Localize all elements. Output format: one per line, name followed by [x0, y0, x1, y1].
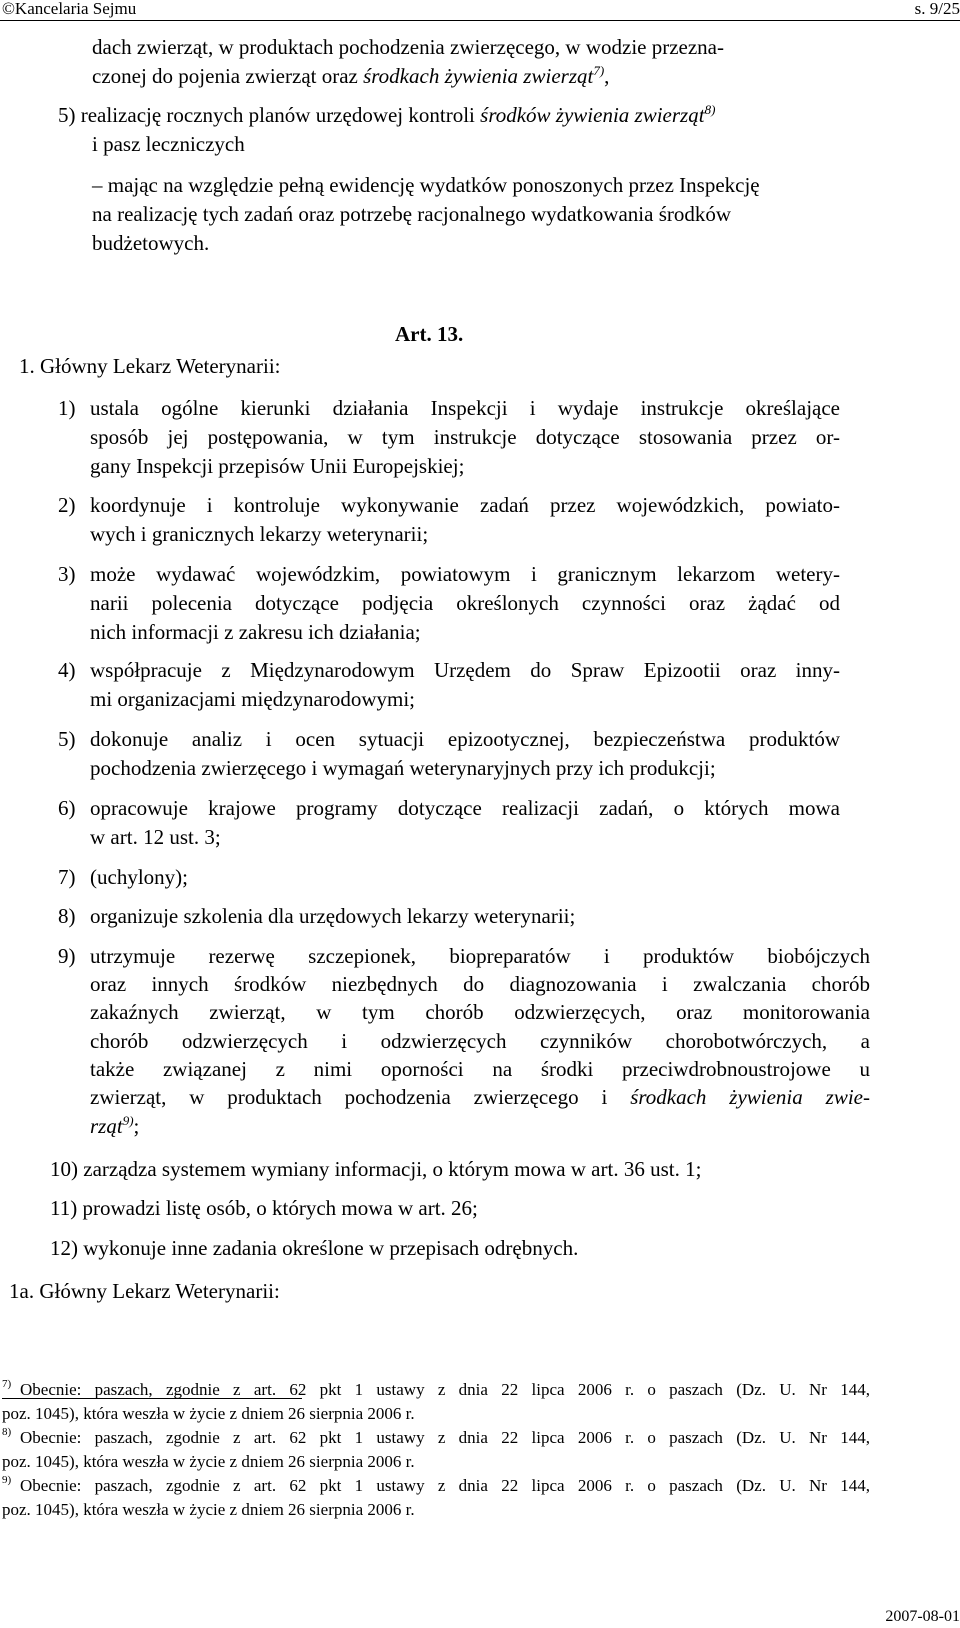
prev-item-5-cont: i pasz leczniczych — [92, 132, 245, 156]
item-number: 5) — [58, 727, 76, 751]
item-9-line: utrzymuje rezerwę szczepionek, biopreparatów i produktów biobójczych — [90, 944, 870, 968]
item-line: opracowuje krajowe programy dotyczące realizacji zadań, o których mowa — [90, 796, 840, 820]
item-number: 6) — [58, 796, 76, 820]
prev-item-5: 5) realizację rocznych planów urzędowej kontroli środków żywienia zwierząt$^{8)}$ — [58, 102, 716, 127]
item-line: może wydawać wojewódzkim, powiatowym i granicznym lekarzom wetery- — [90, 562, 840, 586]
footnote-text: Obecnie: paszach, zgodnie z art. 62 pkt 1 ustawy z dnia 22 lipca 2006 r. o paszach (Dz. U. Nr 144, poz. 1045), która weszła w życie z dniem 26 sierpnia 2006 r. — [2, 1380, 870, 1423]
item-9-line: zakaźnych zwierząt, w tym chorób odzwierzęcych, oraz monitorowania — [90, 1000, 870, 1025]
list-item — [50, 1154, 850, 1184]
item-line: dokonuje analiz i ocen sytuacji epizootycznej, bezpieczeństwa produktów — [90, 727, 840, 751]
article-title: Art. 13. — [395, 322, 464, 346]
header-divider — [0, 20, 960, 21]
item-number: 3) — [58, 562, 76, 586]
page-header — [0, 0, 960, 22]
item-line: organizuje szkolenia dla urzędowych lekarzy weterynarii; — [90, 904, 576, 928]
item-number: 1) — [58, 396, 76, 420]
item-line: współpracuje z Międzynarodowym Urzędem do Spraw Epizootii oraz inny- — [90, 658, 840, 682]
item-line: koordynuje i kontroluje wykonywanie zadań przez wojewódzkich, powiato- — [90, 493, 840, 517]
paragraph-1a-lead: 1a. Główny Lekarz Weterynarii: — [9, 1279, 280, 1303]
item-9-line: także związanej z nimi oporności na środki przeciwdrobnoustrojowe u — [90, 1056, 870, 1081]
page-number: s. 9/25 — [914, 0, 960, 18]
closing-line-2: na realizację tych zadań oraz potrzebę racjonalnego wydatkowania środków — [92, 202, 732, 226]
item-9-line: zwierząt, w produktach pochodzenia zwierzęcego i środkach żywienia zwie- — [90, 1085, 870, 1109]
document-date: 2007-08-01 — [885, 1608, 960, 1625]
item-number: 4) — [58, 658, 76, 682]
closing-line-3: budżetowych. — [92, 231, 210, 255]
item-number: 2) — [58, 493, 76, 517]
copyright-label: ©Kancelaria Sejmu — [2, 0, 137, 18]
item-line: wych i granicznych lekarzy weterynarii; — [90, 522, 429, 546]
footnote-mark: 9) — [2, 1474, 12, 1486]
item-text: wykonuje inne zadania określone w przepisach odrębnych. — [83, 1236, 579, 1260]
item-number: 8) — [58, 904, 76, 928]
list-item — [50, 1193, 850, 1223]
item-line: gany Inspekcji przepisów Unii Europejskiej; — [90, 454, 465, 478]
footnote-mark: 8) — [2, 1426, 12, 1438]
item-text: prowadzi listę osób, o których mowa w art. 26; — [82, 1196, 478, 1220]
item-number: 10) — [50, 1157, 78, 1181]
item-number: 7) — [58, 865, 76, 889]
item-9-line: oraz innych środków niezbędnych do diagnozowania i zwalczania chorób — [90, 972, 870, 997]
footnote-text: Obecnie: paszach, zgodnie z art. 62 pkt 1 ustawy z dnia 22 lipca 2006 r. o paszach (Dz. U. Nr 144, poz. 1045), która weszła w życie z dniem 26 sierpnia 2006 r. — [2, 1428, 870, 1471]
list-item — [50, 1233, 850, 1263]
paragraph-1-lead: 1. Główny Lekarz Weterynarii: — [19, 354, 281, 378]
item-line: nich informacji z zakresu ich działania; — [90, 620, 421, 644]
closing-line-1: – mając na względzie pełną ewidencję wydatków ponoszonych przez Inspekcję — [92, 173, 760, 197]
item-line: narii polecenia dotyczące podjęcia określonych czynności oraz żądać od — [90, 591, 840, 615]
footnote-text: Obecnie: paszach, zgodnie z art. 62 pkt 1 ustawy z dnia 22 lipca 2006 r. o paszach (Dz. U. Nr 144, poz. 1045), która weszła w życie z dniem 26 sierpnia 2006 r. — [2, 1476, 870, 1519]
footnote-mark: 7) — [2, 1378, 12, 1390]
item-9-line: chorób odzwierzęcych i odzwierzęcych czynników chorobotwórczych, a — [90, 1028, 870, 1053]
item-line: ustala ogólne kierunki działania Inspekcji i wydaje instrukcje określające — [90, 396, 840, 420]
item-line: (uchylony); — [90, 865, 188, 889]
footnote — [2, 1378, 870, 1426]
item-line: pochodzenia zwierzęcego i wymagań weterynaryjnych przy ich produkcji; — [90, 756, 716, 780]
item-line: w art. 12 ust. 3; — [90, 825, 221, 849]
item-9-line: rząt$^{9)}$; — [90, 1113, 140, 1139]
intro-line-1: dach zwierząt, w produktach pochodzenia zwierzęcego, w wodzie przezna- — [92, 35, 724, 59]
footnote — [2, 1474, 870, 1522]
item-line: mi organizacjami międzynarodowymi; — [90, 687, 416, 711]
item-number: 11) — [50, 1196, 78, 1220]
item-9-number: 9) — [58, 944, 76, 968]
item-text: zarządza systemem wymiany informacji, o którym mowa w art. 36 ust. 1; — [83, 1157, 702, 1181]
intro-line-2: czonej do pojenia zwierząt oraz środkach żywienia zwierząt$^{7)}$, — [92, 63, 610, 88]
footnote — [2, 1426, 870, 1474]
item-line: sposób jej postępowania, w tym instrukcje dotyczące stosowania przez or- — [90, 425, 840, 449]
item-number: 12) — [50, 1236, 78, 1260]
